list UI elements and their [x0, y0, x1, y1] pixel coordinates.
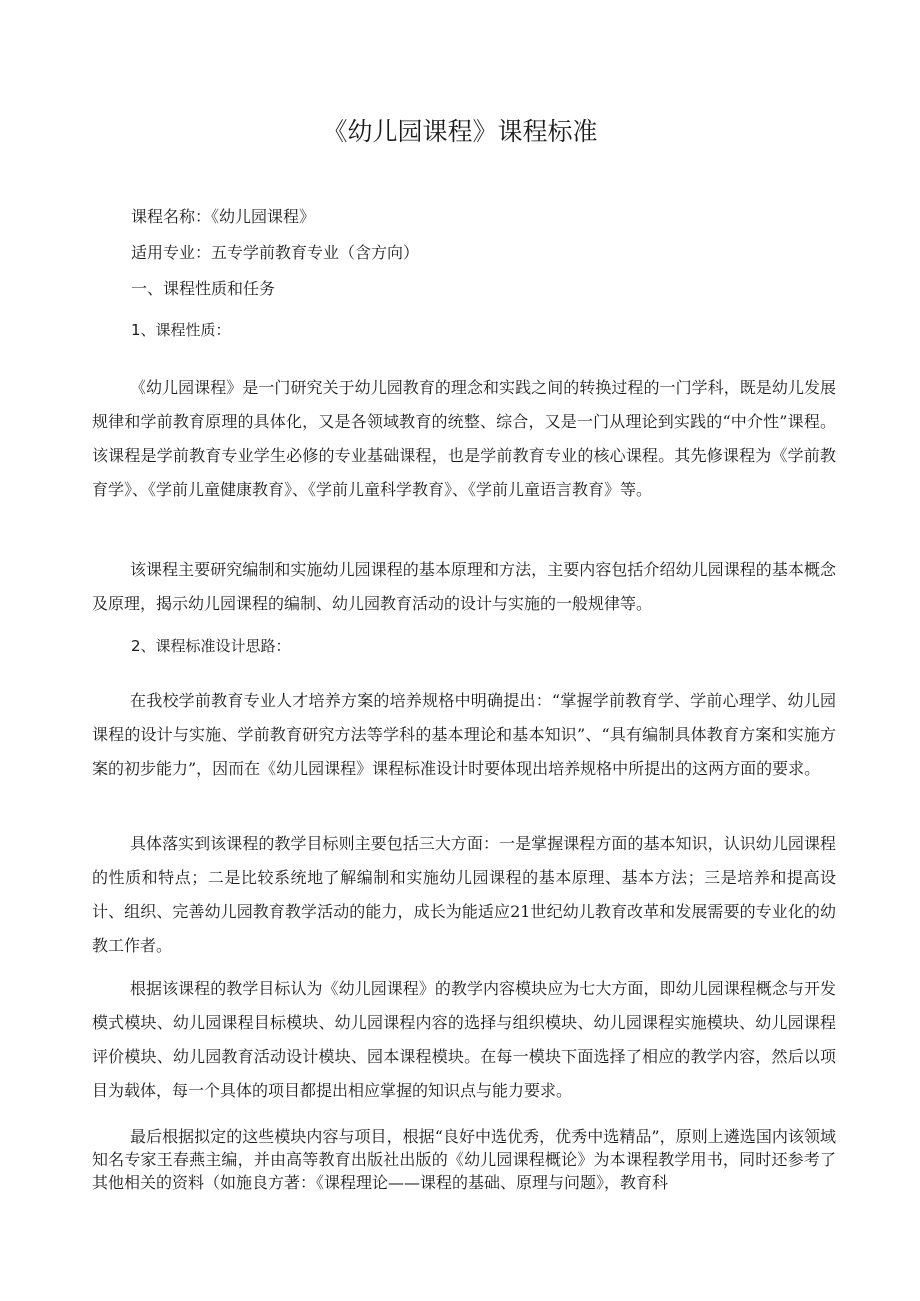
subsection-heading-nature: 1、课程性质： — [131, 321, 231, 339]
section-heading-nature-and-task: 一、课程性质和任务 — [131, 279, 276, 298]
paragraph-course-content: 该课程主要研究编制和实施幼儿园课程的基本原理和方法，主要内容包括介绍幼儿园课程的基本概念及原理，揭示幼儿园课程的编制、幼儿园教育活动的设计与实施的一般规律等。 — [92, 560, 836, 613]
course-name-line: 课程名称：《幼儿园课程》 — [131, 207, 316, 226]
subsection-heading-design-approach: 2、课程标准设计思路： — [131, 637, 291, 655]
paragraph-content-modules: 根据该课程的教学目标认为《幼儿园课程》的教学内容模块应为七大方面，即幼儿园课程概念与开发模式模块、幼儿园课程目标模块、幼儿园课程内容的选择与组织模块、幼儿园课程实施模块、幼儿园课程评价模块、幼儿园教育活动设计模块、园本课程模块。在每一模块下面选择了相应的教学内容，然后以项目为载体，每一个具体的项目都提出相应掌握的知识点与能力要求。 — [92, 979, 836, 1100]
paragraph-textbook-selection: 最后根据拟定的这些模块内容与项目，根据“良好中选优秀，优秀中选精品”，原则上遴选国内该领域知名专家王春燕主编，并由高等教育出版社出版的《幼儿园课程概论》为本课程教学用书，同时还参考了其他相关的资料（如施良方著：《课程理论——课程的基础、原理与问题》，教育科 — [92, 1127, 836, 1192]
major-line: 适用专业：五专学前教育专业（含方向） — [131, 243, 420, 262]
paragraph-teaching-objectives: 具体落实到该课程的教学目标则主要包括三大方面：一是掌握课程方面的基本知识，认识幼儿园课程的性质和特点；二是比较系统地了解编制和实施幼儿园课程的基本原理、基本方法；三是培养和提高设计、组织、完善幼儿园教育教学活动的能力，成长为能适应21世纪幼儿教育改革和发展需要的专业化的幼教工作者。 — [92, 834, 836, 955]
document-title: 《幼儿园课程》课程标准 — [322, 117, 598, 146]
paragraph-training-plan: 在我校学前教育专业人才培养方案的培养规格中明确提出：“掌握学前教育学、学前心理学、幼儿园课程的设计与实施、学前教育研究方法等学科的基本理论和基本知识”、“具有编制具体教育方案和实施方案的初步能力”，因而在《幼儿园课程》课程标准设计时要体现出培养规格中所提出的这两方面的要求。 — [92, 691, 836, 778]
paragraph-course-nature: 《幼儿园课程》是一门研究关于幼儿园教育的理念和实践之间的转换过程的一门学科，既是幼儿发展规律和学前教育原理的具体化，又是各领域教育的统整、综合，又是一门从理论到实践的“中介性”课程。该课程是学前教育专业学生必修的专业基础课程，也是学前教育专业的核心课程。其先修课程为《学前教育学》、《学前儿童健康教育》、《学前儿童科学教育》、《学前儿童语言教育》等。 — [92, 378, 836, 499]
